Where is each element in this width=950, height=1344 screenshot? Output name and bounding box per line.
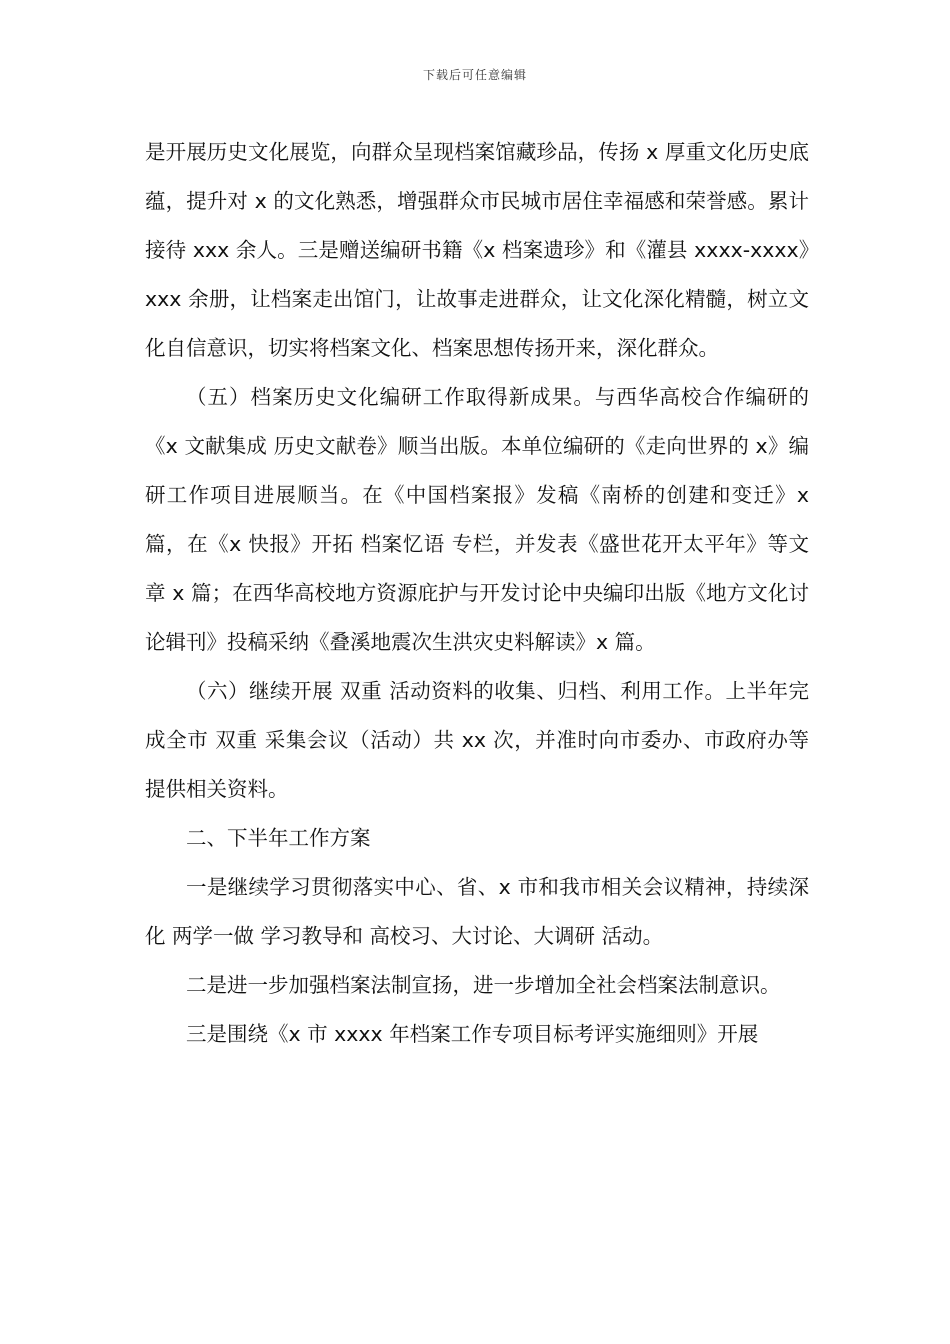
paragraph-2: （五）档案历史文化编研工作取得新成果。与西华高校合作编研的《x 文献集成 历史文献卷》顺当出版。本单位编研的《走向世界的 x》编研工作项目进展顺当。在《中国档案报》发稿《南桥的创建和变迁》x 篇，在《x 快报》开拓 档案忆语 专栏，并发表《盛世花开太平年》等文章 x 篇；在西华高校地方资源庇护与开发讨论中央编印出版《地方文化讨论辑刊》投稿采纳《叠溪地震次生洪灾史料解读》x 篇。 bbox=[145, 385, 809, 654]
paragraph-5: 二是进一步加强档案法制宣扬，进一步增加全社会档案法制意识。 bbox=[186, 973, 781, 997]
paragraph-4: 一是继续学习贯彻落实中心、省、x 市和我市相关会议精神，持续深化 两学一做 学习教导和 高校习、大讨论、大调研 活动。 bbox=[145, 875, 809, 948]
document-body bbox=[145, 128, 809, 1059]
paragraph-6: 三是围绕《x 市 xxxx 年档案工作专项目标考评实施细则》开展 bbox=[186, 1022, 759, 1046]
section-heading: 二、下半年工作方案 bbox=[186, 826, 371, 850]
page-header: 下载后可任意编辑 bbox=[422, 68, 527, 82]
paragraph-3: （六）继续开展 双重 活动资料的收集、归档、利用工作。上半年完成全市 双重 采集会议（活动）共 xx 次，并准时向市委办、市政府办等提供相关资料。 bbox=[145, 679, 809, 801]
paragraph-1: 是开展历史文化展览，向群众呈现档案馆藏珍品，传扬 x 厚重文化历史底蕴，提升对 x 的文化熟悉，增强群众市民城市居住幸福感和荣誉感。累计接待 xxx 余人。三是赠送编研书籍《x 档案遗珍》和《灌县 xxxx-xxxx》xxx 余册，让档案走出馆门，让故事走进群众，让文化深化精髓，树立文化自信意识，切实将档案文化、档案思想传扬开来，深化群众。 bbox=[145, 140, 809, 360]
